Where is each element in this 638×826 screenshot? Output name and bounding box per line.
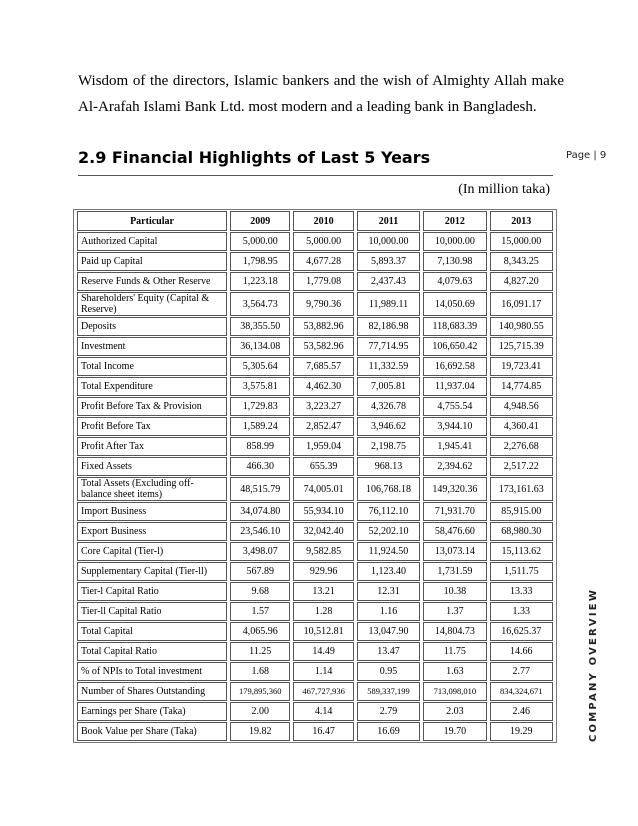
value-cell: 4,755.54 [423,397,486,416]
row-label: Total Income [77,357,227,376]
value-cell: 11,332.59 [357,357,420,376]
financial-highlights-table [73,209,557,743]
value-cell: 7,005.81 [357,377,420,396]
value-cell: 23,546.10 [230,522,290,541]
value-cell: 3,564.73 [230,292,290,316]
value-cell: 14.49 [293,642,353,661]
value-cell: 36,134.08 [230,337,290,356]
value-cell: 2,517.22 [490,457,553,476]
value-cell: 4,948.56 [490,397,553,416]
value-cell: 13,073.14 [423,542,486,561]
value-cell: 173,161.63 [490,477,553,501]
header-2009: 2009 [230,211,290,231]
row-label: Total Expenditure [77,377,227,396]
value-cell: 53,882.96 [293,317,353,336]
value-cell: 71,931.70 [423,502,486,521]
value-cell: 8,343.25 [490,252,553,271]
value-cell: 0.95 [357,662,420,681]
table-row [77,377,553,396]
table-row [77,522,553,541]
row-label: Investment [77,337,227,356]
value-cell: 16,692.58 [423,357,486,376]
table-row [77,702,553,721]
value-cell: 15,113.62 [490,542,553,561]
value-cell: 1,123.40 [357,562,420,581]
value-cell: 16.47 [293,722,353,741]
table-row [77,622,553,641]
value-cell: 125,715.39 [490,337,553,356]
table-row [77,232,553,251]
value-cell: 5,000.00 [230,232,290,251]
row-label: Total Assets (Excluding off-balance sheet items) [77,477,227,501]
value-cell: 7,130.98 [423,252,486,271]
value-cell: 1,779.08 [293,272,353,291]
value-cell: 1.33 [490,602,553,621]
value-cell: 19.82 [230,722,290,741]
value-cell: 16,091.17 [490,292,553,316]
value-cell: 567.89 [230,562,290,581]
row-label: Reserve Funds & Other Reserve [77,272,227,291]
value-cell: 4,360.41 [490,417,553,436]
value-cell: 58,476.60 [423,522,486,541]
table-row [77,437,553,456]
value-cell: 14.66 [490,642,553,661]
value-cell: 3,498.07 [230,542,290,561]
value-cell: 1.57 [230,602,290,621]
value-cell: 1,731.59 [423,562,486,581]
value-cell: 149,320.36 [423,477,486,501]
row-label: Book Value per Share (Taka) [77,722,227,741]
table-row [77,457,553,476]
value-cell: 655.39 [293,457,353,476]
value-cell: 1,945.41 [423,437,486,456]
value-cell: 77,714.95 [357,337,420,356]
table-body [77,232,553,741]
title-underline [78,175,553,176]
table-row [77,582,553,601]
table-row [77,682,553,701]
value-cell: 3,946.62 [357,417,420,436]
value-cell: 106,768.18 [357,477,420,501]
value-cell: 52,202.10 [357,522,420,541]
value-cell: 14,050.69 [423,292,486,316]
value-cell: 1,223.18 [230,272,290,291]
value-cell: 589,337,199 [357,682,420,701]
value-cell: 14,804.73 [423,622,486,641]
header-2010: 2010 [293,211,353,231]
row-label: Tier-ll Capital Ratio [77,602,227,621]
value-cell: 3,223.27 [293,397,353,416]
value-cell: 19,723.41 [490,357,553,376]
row-label: Profit Before Tax [77,417,227,436]
value-cell: 1,511.75 [490,562,553,581]
value-cell: 1,729.83 [230,397,290,416]
value-cell: 68,980.30 [490,522,553,541]
row-label: Number of Shares Outstanding [77,682,227,701]
table-row [77,317,553,336]
table-row [77,642,553,661]
table-row [77,502,553,521]
intro-paragraph: Wisdom of the directors, Islamic bankers and the wish of Almighty Allah make Al-Arafah Islami Bank Ltd. most modern and a leading bank in Bangladesh. [78,73,564,115]
value-cell: 2,198.75 [357,437,420,456]
value-cell: 9.68 [230,582,290,601]
value-cell: 32,042.40 [293,522,353,541]
row-label: Fixed Assets [77,457,227,476]
row-label: Export Business [77,522,227,541]
value-cell: 5,305.64 [230,357,290,376]
header-2012: 2012 [423,211,486,231]
value-cell: 5,893.37 [357,252,420,271]
header-2013: 2013 [490,211,553,231]
value-cell: 9,790.36 [293,292,353,316]
value-cell: 15,000.00 [490,232,553,251]
value-cell: 1,798.95 [230,252,290,271]
value-cell: 4,065.96 [230,622,290,641]
value-cell: 2.79 [357,702,420,721]
value-cell: 713,098,010 [423,682,486,701]
row-label: % of NPIs to Total investment [77,662,227,681]
row-label: Import Business [77,502,227,521]
value-cell: 11,937.04 [423,377,486,396]
value-cell: 4,677.28 [293,252,353,271]
value-cell: 74,005.01 [293,477,353,501]
row-label: Profit After Tax [77,437,227,456]
value-cell: 140,980.55 [490,317,553,336]
value-cell: 16,625.37 [490,622,553,641]
value-cell: 1,959.04 [293,437,353,456]
row-label: Shareholders' Equity (Capital & Reserve) [77,292,227,316]
table-row [77,722,553,741]
table-row [77,662,553,681]
value-cell: 1.14 [293,662,353,681]
value-cell: 834,324,671 [490,682,553,701]
value-cell: 10,000.00 [423,232,486,251]
value-cell: 466.30 [230,457,290,476]
value-cell: 10,000.00 [357,232,420,251]
row-label: Core Capital (Tier-l) [77,542,227,561]
value-cell: 968.13 [357,457,420,476]
value-cell: 1.37 [423,602,486,621]
table-row [77,562,553,581]
value-cell: 10.38 [423,582,486,601]
value-cell: 82,186.98 [357,317,420,336]
value-cell: 2.00 [230,702,290,721]
value-cell: 11,924.50 [357,542,420,561]
value-cell: 76,112.10 [357,502,420,521]
section-title: 2.9 Financial Highlights of Last 5 Years [78,148,431,167]
value-cell: 106,650.42 [423,337,486,356]
value-cell: 13.33 [490,582,553,601]
row-label: Supplementary Capital (Tier-ll) [77,562,227,581]
value-cell: 4,326.78 [357,397,420,416]
value-cell: 3,575.81 [230,377,290,396]
value-cell: 467,727,936 [293,682,353,701]
value-cell: 4.14 [293,702,353,721]
table-row [77,417,553,436]
value-cell: 19.70 [423,722,486,741]
row-label: Total Capital [77,622,227,641]
value-cell: 2,394.62 [423,457,486,476]
side-section-label: COMPANY OVERVIEW [588,587,599,742]
value-cell: 11.75 [423,642,486,661]
value-cell: 3,944.10 [423,417,486,436]
table-row [77,292,553,316]
header-2011: 2011 [357,211,420,231]
value-cell: 38,355.50 [230,317,290,336]
table-row [77,542,553,561]
value-cell: 55,934.10 [293,502,353,521]
value-cell: 7,685.57 [293,357,353,376]
row-label: Tier-l Capital Ratio [77,582,227,601]
value-cell: 2.46 [490,702,553,721]
row-label: Deposits [77,317,227,336]
value-cell: 1.28 [293,602,353,621]
value-cell: 4,079.63 [423,272,486,291]
row-label: Total Capital Ratio [77,642,227,661]
value-cell: 12.31 [357,582,420,601]
value-cell: 2,437.43 [357,272,420,291]
value-cell: 11.25 [230,642,290,661]
table-row [77,357,553,376]
row-label: Paid up Capital [77,252,227,271]
table-row [77,602,553,621]
value-cell: 11,989.11 [357,292,420,316]
value-cell: 1,589.24 [230,417,290,436]
table-header-row [77,211,553,231]
value-cell: 16.69 [357,722,420,741]
value-cell: 1.16 [357,602,420,621]
row-label: Earnings per Share (Taka) [77,702,227,721]
value-cell: 9,582.85 [293,542,353,561]
table-row [77,272,553,291]
value-cell: 2.77 [490,662,553,681]
value-cell: 1.68 [230,662,290,681]
value-cell: 85,915.00 [490,502,553,521]
value-cell: 4,827.20 [490,272,553,291]
value-cell: 14,774.85 [490,377,553,396]
value-cell: 2,276.68 [490,437,553,456]
table-row [77,337,553,356]
table-row [77,477,553,501]
table-row [77,252,553,271]
value-cell: 929.96 [293,562,353,581]
value-cell: 34,074.80 [230,502,290,521]
value-cell: 4,462.30 [293,377,353,396]
value-cell: 53,582.96 [293,337,353,356]
row-label: Authorized Capital [77,232,227,251]
value-cell: 10,512.81 [293,622,353,641]
value-cell: 13.21 [293,582,353,601]
header-particular: Particular [77,211,227,231]
value-cell: 48,515.79 [230,477,290,501]
value-cell: 19.29 [490,722,553,741]
value-cell: 179,895,360 [230,682,290,701]
unit-note: (In million taka) [458,182,550,197]
value-cell: 5,000.00 [293,232,353,251]
value-cell: 1.63 [423,662,486,681]
table-row [77,397,553,416]
value-cell: 13,047.90 [357,622,420,641]
row-label: Profit Before Tax & Provision [77,397,227,416]
value-cell: 2,852.47 [293,417,353,436]
page-number: Page | 9 [566,150,607,161]
value-cell: 13.47 [357,642,420,661]
value-cell: 858.99 [230,437,290,456]
value-cell: 2.03 [423,702,486,721]
value-cell: 118,683.39 [423,317,486,336]
